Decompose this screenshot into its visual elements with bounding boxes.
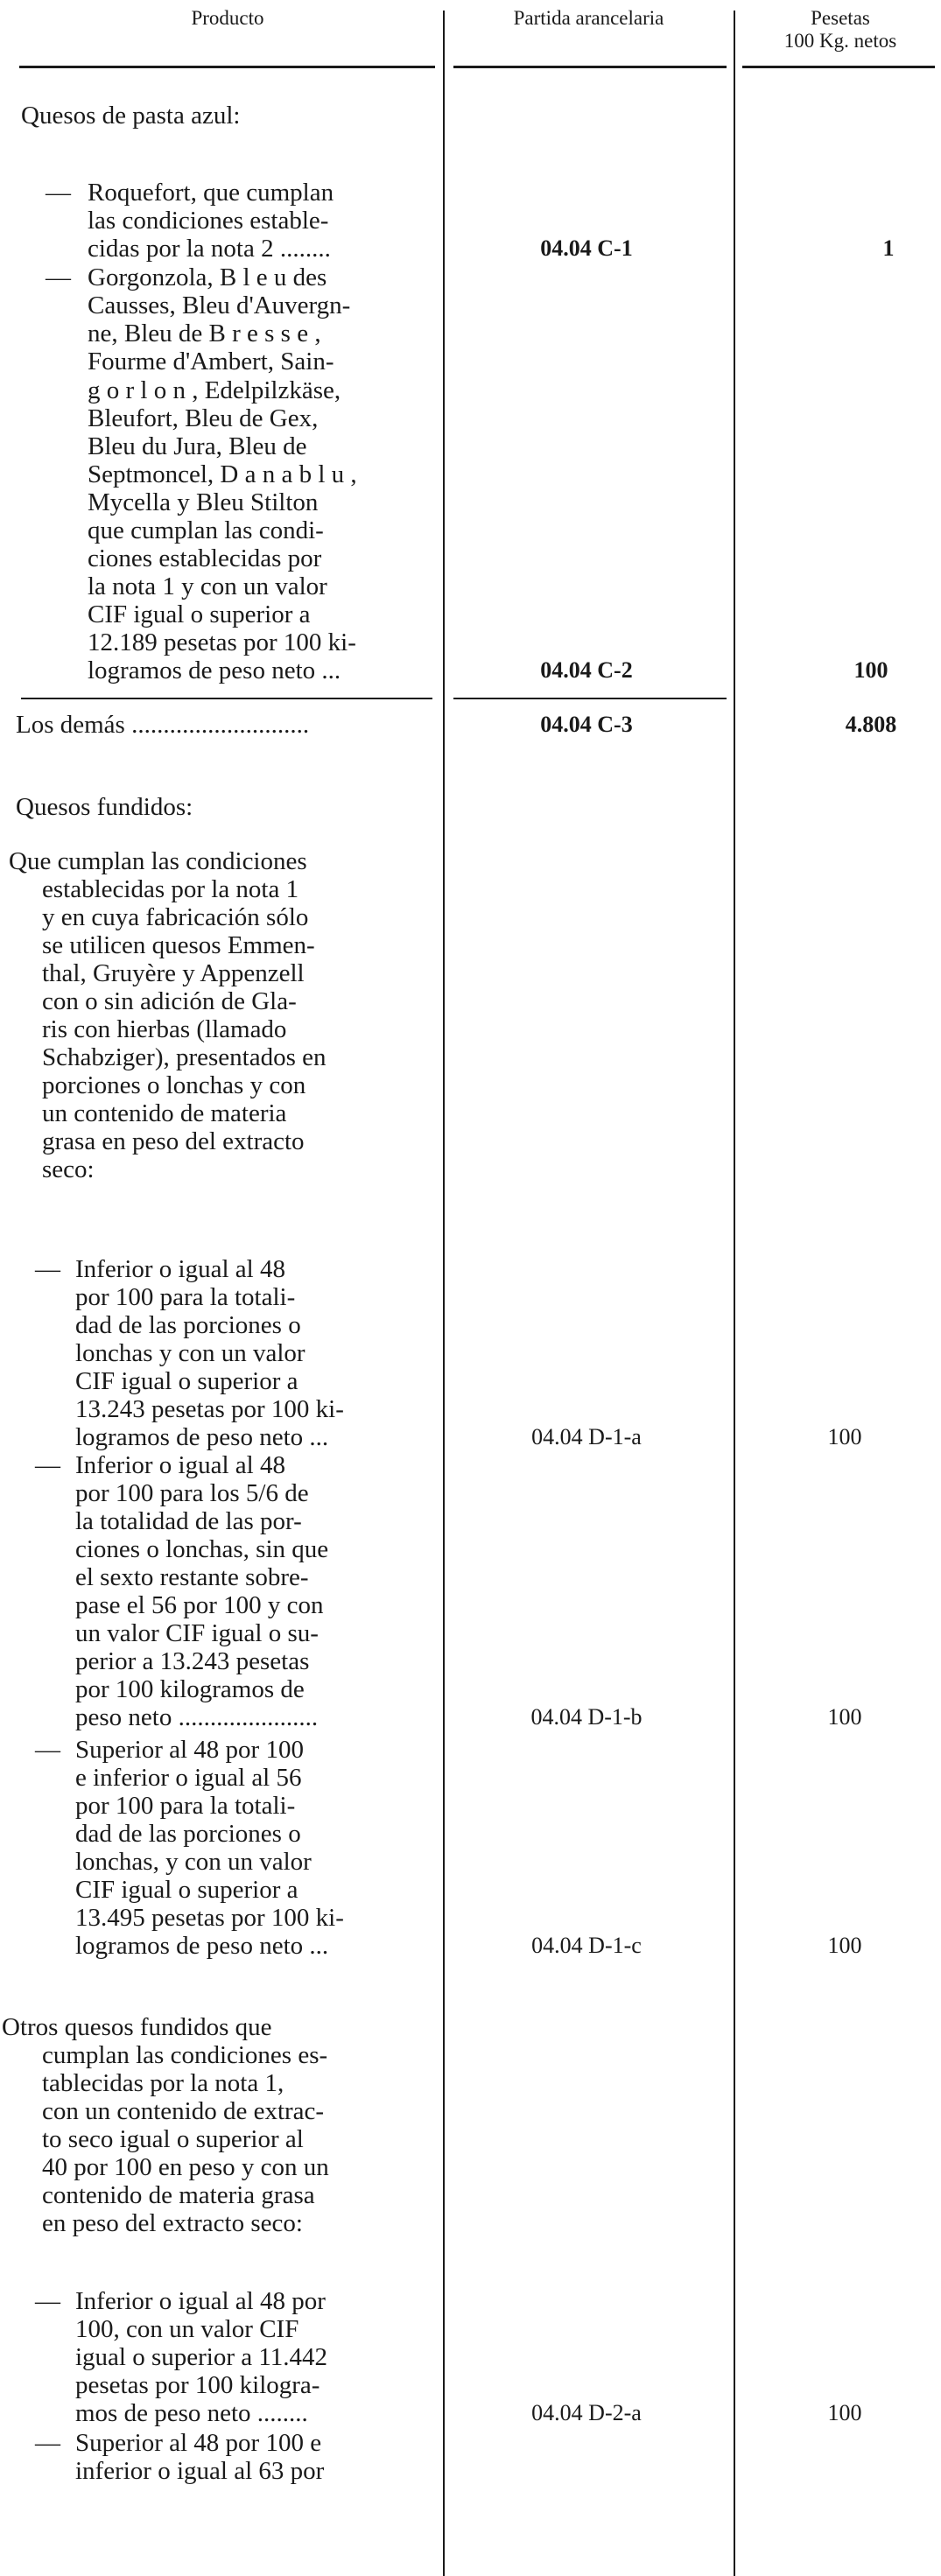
text-line: igual o superior a 11.442 bbox=[75, 2343, 328, 2371]
text-line: Bleufort, Bleu de Gex, bbox=[88, 404, 319, 432]
text-line: 100, con un valor CIF bbox=[75, 2315, 299, 2343]
text-line: ciones establecidas por bbox=[88, 544, 322, 572]
text-line: CIF igual o superior a bbox=[88, 600, 311, 628]
text-line: el sexto restante sobre- bbox=[75, 1563, 309, 1591]
text-line: que cumplan las condi- bbox=[88, 516, 324, 544]
text-line: 13.495 pesetas por 100 ki- bbox=[75, 1904, 344, 1932]
text-line: con o sin adición de Gla- bbox=[42, 987, 297, 1015]
tariff-code-d1c: 04.04 D-1-c bbox=[531, 1933, 642, 1958]
text-line: la nota 1 y con un valor bbox=[88, 572, 327, 600]
text-line: 13.243 pesetas por 100 ki- bbox=[75, 1395, 344, 1423]
text-line: Inferior o igual al 48 por bbox=[75, 2287, 326, 2315]
text-line: ciones o lonchas, sin que bbox=[75, 1535, 329, 1563]
text-line: por 100 kilogramos de bbox=[75, 1675, 305, 1703]
price-d1b: 100 bbox=[827, 1704, 862, 1730]
text-line: ne, Bleu de B r e s s e , bbox=[88, 319, 321, 347]
row-rule bbox=[453, 698, 727, 699]
price-d1a: 100 bbox=[827, 1424, 862, 1449]
text-line: Otros quesos fundidos que bbox=[2, 2013, 272, 2041]
text-line: seco: bbox=[42, 1155, 95, 1183]
text-line: Superior al 48 por 100 e bbox=[75, 2429, 322, 2457]
price-c2: 100 bbox=[853, 657, 888, 683]
header-tariff: Partida arancelaria bbox=[513, 7, 664, 29]
text-line: Mycella y Bleu Stilton bbox=[88, 488, 319, 516]
tariff-code-d1a: 04.04 D-1-a bbox=[531, 1424, 642, 1449]
header-rule-product bbox=[19, 66, 435, 68]
text-line: Inferior o igual al 48 bbox=[75, 1451, 285, 1479]
text-line: peso neto ...................... bbox=[75, 1703, 319, 1731]
text-line: Fourme d'Ambert, Sain- bbox=[88, 347, 334, 376]
header-price-line1: Pesetas bbox=[811, 7, 870, 29]
text-line: Gorgonzola, B l e u des bbox=[88, 263, 327, 291]
price-d1c: 100 bbox=[827, 1933, 862, 1958]
text-line: un valor CIF igual o su- bbox=[75, 1619, 319, 1647]
text-line: Septmoncel, D a n a b l u , bbox=[88, 460, 357, 488]
text-line: Superior al 48 por 100 bbox=[75, 1736, 304, 1764]
text-line: lonchas, y con un valor bbox=[75, 1848, 312, 1876]
text-line: inferior o igual al 63 por bbox=[75, 2457, 325, 2485]
dash-bullet: — bbox=[35, 1451, 60, 1479]
text-line: pesetas por 100 kilogra- bbox=[75, 2371, 320, 2399]
text-line: por 100 para la totali- bbox=[75, 1792, 296, 1820]
text-line: Que cumplan las condiciones bbox=[9, 847, 307, 875]
text-line: por 100 para la totali- bbox=[75, 1283, 296, 1311]
text-line: establecidas por la nota 1 bbox=[42, 875, 299, 903]
text-line: Roquefort, que cumplan bbox=[88, 179, 334, 207]
text-line: en peso del extracto seco: bbox=[42, 2209, 303, 2237]
dash-bullet: — bbox=[35, 2429, 60, 2457]
column-divider-left bbox=[443, 11, 445, 2576]
dash-bullet: — bbox=[46, 179, 71, 207]
text-line: se utilicen quesos Emmen- bbox=[42, 931, 315, 959]
text-line: por 100 para los 5/6 de bbox=[75, 1479, 309, 1507]
row-rule bbox=[21, 698, 432, 699]
text-line: perior a 13.243 pesetas bbox=[75, 1647, 310, 1675]
price-c3: 4.808 bbox=[845, 712, 897, 737]
dash-bullet: — bbox=[46, 263, 71, 291]
text-line: dad de las porciones o bbox=[75, 1311, 301, 1339]
dash-bullet: — bbox=[35, 1736, 60, 1764]
section-title-processed-cheese: Quesos fundidos: bbox=[16, 793, 193, 821]
text-line: tablecidas por la nota 1, bbox=[42, 2069, 284, 2097]
text-line: logramos de peso neto ... bbox=[75, 1423, 329, 1451]
text-line: pase el 56 por 100 y con bbox=[75, 1591, 324, 1619]
text-line: y en cuya fabricación sólo bbox=[42, 903, 309, 931]
tariff-code-c3: 04.04 C-3 bbox=[540, 712, 633, 737]
text-line: 12.189 pesetas por 100 ki- bbox=[88, 628, 356, 656]
text-line: Schabziger), presentados en bbox=[42, 1043, 327, 1071]
text-line: cumplan las condiciones es- bbox=[42, 2041, 328, 2069]
tariff-code-d2a: 04.04 D-2-a bbox=[531, 2400, 642, 2425]
text-line: thal, Gruyère y Appenzell bbox=[42, 959, 305, 987]
text-line: logramos de peso neto ... bbox=[75, 1932, 329, 1960]
text-line: la totalidad de las por- bbox=[75, 1507, 302, 1535]
dash-bullet: — bbox=[35, 2287, 60, 2315]
price-d2a: 100 bbox=[827, 2400, 862, 2425]
text-line: contenido de materia grasa bbox=[42, 2181, 315, 2209]
text-line: to seco igual o superior al bbox=[42, 2125, 304, 2153]
header-rule-tariff bbox=[453, 66, 727, 68]
text-line: Inferior o igual al 48 bbox=[75, 1255, 285, 1283]
header-price-line2: 100 Kg. netos bbox=[783, 30, 897, 52]
tariff-code-c2: 04.04 C-2 bbox=[540, 657, 633, 683]
text-line: Causses, Bleu d'Auvergn- bbox=[88, 291, 351, 319]
text-line: logramos de peso neto ... bbox=[88, 656, 341, 684]
text-line: 40 por 100 en peso y con un bbox=[42, 2153, 329, 2181]
text-line: grasa en peso del extracto bbox=[42, 1127, 305, 1155]
text-line: e inferior o igual al 56 bbox=[75, 1764, 302, 1792]
text-line: CIF igual o superior a bbox=[75, 1876, 298, 1904]
text-line: ris con hierbas (llamado bbox=[42, 1015, 287, 1043]
text-line: Bleu du Jura, Bleu de bbox=[88, 432, 307, 460]
column-divider-right bbox=[734, 11, 735, 2576]
section-title-blue-cheese: Quesos de pasta azul: bbox=[21, 102, 241, 130]
price-c1: 1 bbox=[882, 235, 895, 261]
text-line: mos de peso neto ........ bbox=[75, 2399, 308, 2427]
header-product: Producto bbox=[191, 7, 264, 29]
text-line: lonchas y con un valor bbox=[75, 1339, 305, 1367]
dash-bullet: — bbox=[35, 1255, 60, 1283]
text-line: un contenido de materia bbox=[42, 1099, 287, 1127]
tariff-code-d1b: 04.04 D-1-b bbox=[530, 1704, 643, 1730]
header-rule-price bbox=[742, 66, 935, 68]
text-line: cidas por la nota 2 ........ bbox=[88, 235, 331, 263]
text-line: con un contenido de extrac- bbox=[42, 2097, 325, 2125]
text-line: las condiciones estable- bbox=[88, 207, 329, 235]
text-line: g o r l o n , Edelpilzkäse, bbox=[88, 376, 341, 404]
tariff-code-c1: 04.04 C-1 bbox=[540, 235, 633, 261]
text-line: porciones o lonchas y con bbox=[42, 1071, 306, 1099]
text-line: CIF igual o superior a bbox=[75, 1367, 298, 1395]
item-others: Los demás ............................ bbox=[16, 711, 310, 739]
text-line: dad de las porciones o bbox=[75, 1820, 301, 1848]
